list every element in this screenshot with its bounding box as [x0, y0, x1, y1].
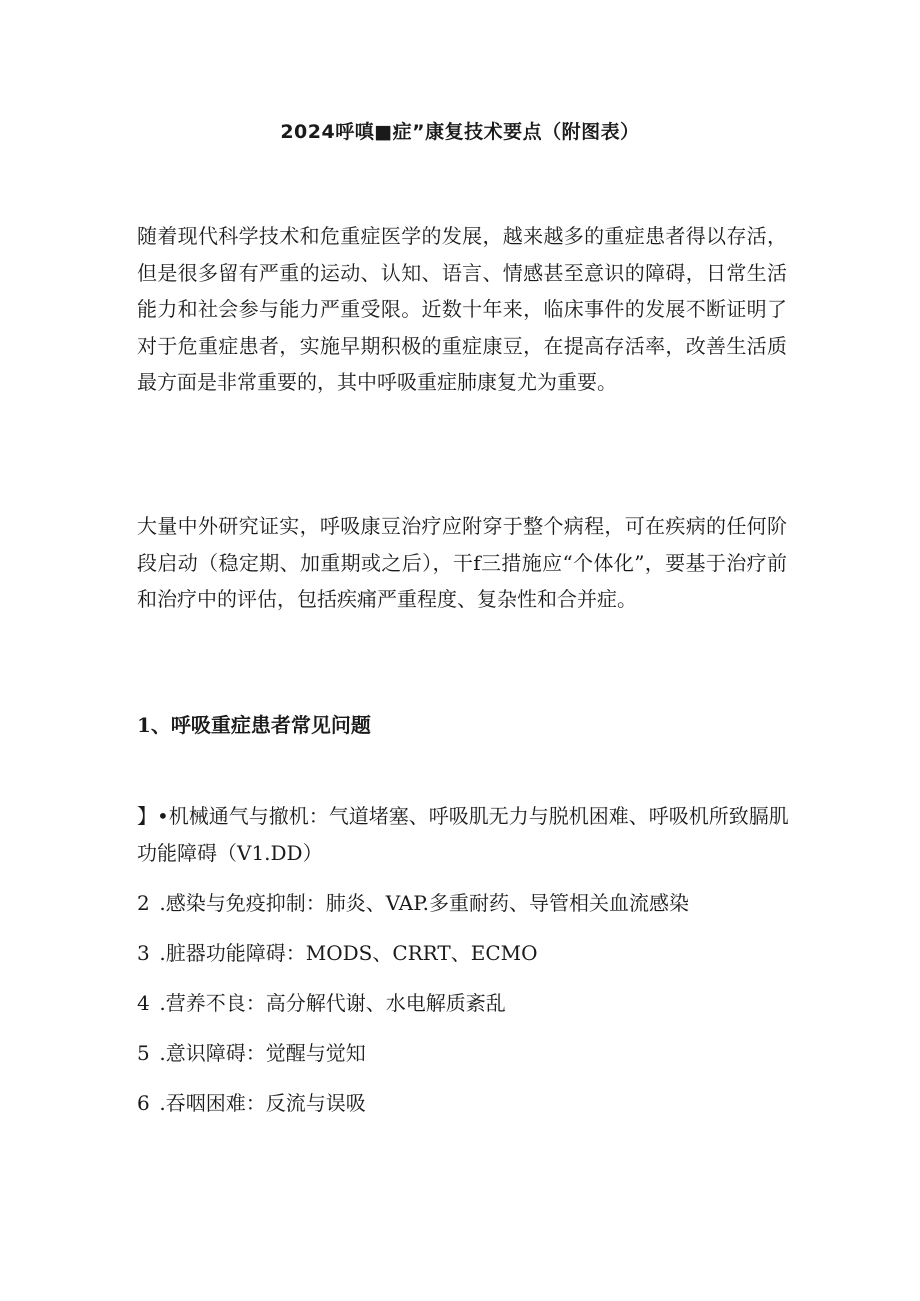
list-item-text: .营养不良：高分解代谢、水电解质紊乱 [153, 990, 506, 1015]
list-item [137, 935, 797, 972]
document-title: 2024呼嗔■症”康复技术要点（附图表） [280, 121, 640, 143]
list-item [137, 1035, 797, 1072]
list-item-number: 5 [137, 1040, 150, 1065]
list-item-text: .脏器功能障碍：MODS、CRRT、ECMO [153, 940, 538, 965]
list-item-number: 6 [137, 1090, 150, 1115]
list-item [137, 885, 797, 922]
list-item-text: .吞咽困难：反流与误吸 [153, 1090, 366, 1115]
list-item [137, 1085, 797, 1122]
list-item-number: 2 [137, 890, 150, 915]
section-heading: 1、呼吸重症患者常见问题 [137, 713, 371, 737]
list-item-text: .意识障碍：觉醒与觉知 [153, 1040, 366, 1065]
research-paragraph: 大量中外研究证实，呼吸康豆治疗应附穿于整个病程，可在疾病的任何阶段启动（稳定期、加重期或之后），干f三措施应“个体化”，要基于治疗前和治疗中的评估，包括疾痛严重程度、复杂性和合并症。 [137, 514, 787, 611]
list-item-number: 4 [137, 990, 150, 1015]
intro-paragraph: 随着现代科学技术和危重症医学的发展，越来越多的重症患者得以存活，但是很多留有严重的运动、认知、语言、情感甚至意识的障碍，日常生活能力和社会参与能力严重受限。近数十年来，临床事件的发展不断证明了对于危重症患者，实施早期积极的重症康豆，在提高存活率，改善生活质最方面是非常重要的，其中呼吸重症肺康复尤为重要。 [137, 224, 787, 394]
problem-list [137, 798, 797, 1135]
list-item [137, 798, 797, 871]
list-item-number: 】 [137, 804, 157, 828]
list-item-text: .感染与免疫抑制：肺炎、VAP.多重耐药、导管相关血流感染 [153, 890, 690, 915]
list-item [137, 985, 797, 1022]
list-item-text: •机械通气与撤机：气道堵塞、呼吸肌无力与脱机困难、呼吸机所致膈肌功能障碍（V1.DD） [137, 804, 789, 865]
list-item-number: 3 [137, 940, 150, 965]
